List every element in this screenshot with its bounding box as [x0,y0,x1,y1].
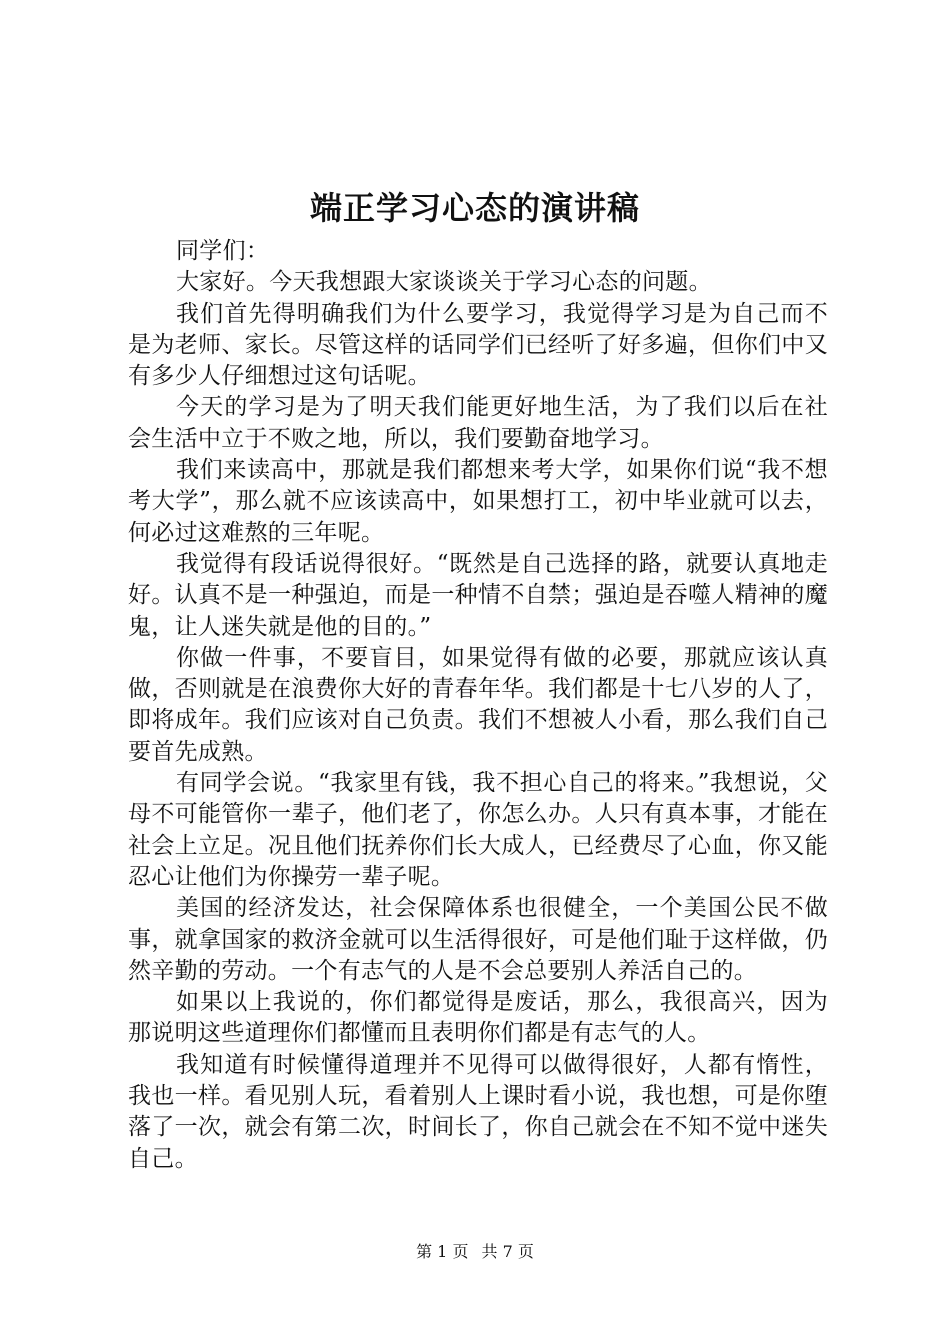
paragraph: 美国的经济发达，社会保障体系也很健全，一个美国公民不做事，就拿国家的救济金就可以生活得很好，可是他们耻于这样做，仍然辛勤的劳动。一个有志气的人是不会总要别人养活自己的。 [128,895,828,984]
paragraph: 我们来读高中，那就是我们都想来考大学，如果你们说“我不想考大学”，那么就不应该读高中，如果想打工，初中毕业就可以去，何必过这难熬的三年呢。 [128,457,828,546]
document-title: 端正学习心态的演讲稿 [309,189,640,227]
paragraph: 我们首先得明确我们为什么要学习，我觉得学习是为自己而不是为老师、家长。尽管这样的话同学们已经听了好多遍，但你们中又有多少人仔细想过这句话呢。 [128,300,828,390]
paragraph: 今天的学习是为了明天我们能更好地生活，为了我们以后在社会生活中立于不败之地，所以，我们要勤奋地学习。 [128,394,828,452]
paragraph: 有同学会说。“我家里有钱，我不担心自己的将来。”我想说，父母不可能管你一辈子，他们老了，你怎么办。人只有真本事，才能在社会上立足。况且他们抚养你们长大成人，已经费尽了心血，你又能忍心让他们为你操劳一辈子呢。 [128,770,828,890]
paragraph: 我知道有时候懂得道理并不见得可以做得很好，人都有惰性，我也一样。看见别人玩，看着别人上课时看小说，我也想，可是你堕落了一次，就会有第二次，时间长了，你自己就会在不知不觉中迷失自己。 [128,1051,828,1172]
document-body [128,236,828,1175]
total-pages: 共 7 页 [481,1242,534,1261]
page-number: 第 1 页 [416,1242,469,1261]
page-footer [0,1240,950,1264]
paragraph: 如果以上我说的，你们都觉得是废话，那么，我很高兴，因为那说明这些道理你们都懂而且表明你们都是有志气的人。 [128,989,828,1047]
paragraph-greeting: 同学们： [176,238,270,264]
paragraph: 我觉得有段话说得很好。“既然是自己选择的路，就要认真地走好。认真不是一种强迫，而是一种情不自禁；强迫是吞噬人精神的魔鬼，让人迷失就是他的目的。” [128,550,828,640]
paragraph: 大家好。今天我想跟大家谈谈关于学习心态的问题。 [176,269,712,296]
paragraph: 你做一件事，不要盲目，如果觉得有做的必要，那就应该认真做，否则就是在浪费你大好的青春年华。我们都是十七八岁的人了，即将成年。我们应该对自己负责。我们不想被人小看，那么我们自己要首先成熟。 [128,644,828,765]
